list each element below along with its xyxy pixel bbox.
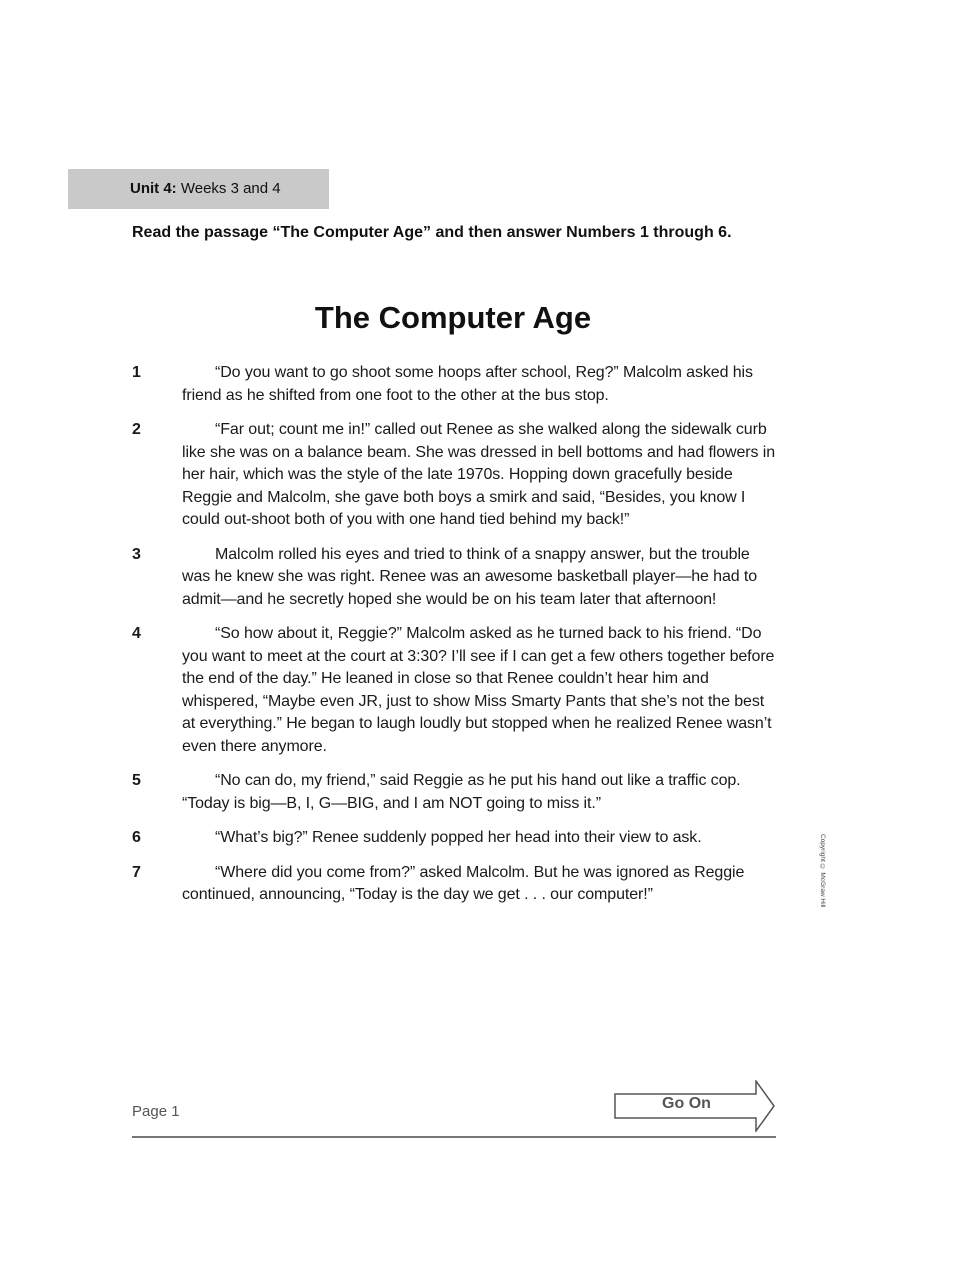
paragraph bbox=[132, 419, 777, 532]
paragraph-number: 7 bbox=[132, 863, 141, 881]
paragraph-text: “Where did you come from?” asked Malcolm. But he was ignored as Reggie continued, announcing, “Today is the day we get . . . our computer!” bbox=[182, 863, 745, 903]
passage-title: The Computer Age bbox=[314, 300, 592, 335]
paragraph-number: 3 bbox=[132, 545, 141, 563]
copyright-notice: Copyright © McGraw Hill bbox=[819, 834, 826, 908]
unit-label: Unit 4: bbox=[130, 180, 177, 197]
paragraph bbox=[132, 362, 777, 407]
go-on-button[interactable] bbox=[614, 1080, 776, 1132]
unit-weeks: Weeks 3 and 4 bbox=[180, 180, 281, 197]
paragraph-text: “So how about it, Reggie?” Malcolm asked as he turned back to his friend. “Do you want to meet at the court at 3:30? I’ll see if I can get a few others together before the end of the day.” He leaned in close so that Renee couldn’t hear him and whispered, “Maybe even JR, just to show Miss Smarty Pants that she’s not the best at everything.” He began to laugh loudly but stopped when he realized Renee wasn’t even there anymore. bbox=[182, 625, 775, 755]
paragraph-text: “Far out; count me in!” called out Renee as she walked along the sidewalk curb like she was on a balance beam. She was dressed in bell bottoms and had flowers in her hair, which was the style of the late 1970s. Hopping down gracefully beside Reggie and Malcolm, she gave both boys a smirk and said, “Besides, you know I could out-shoot both of you with one hand tied behind my back!” bbox=[182, 421, 776, 528]
paragraph bbox=[132, 544, 777, 612]
paragraph-text: “Do you want to go shoot some hoops after school, Reg?” Malcolm asked his friend as he shifted from one foot to the other at the bus stop. bbox=[182, 364, 753, 404]
paragraph bbox=[132, 827, 777, 850]
paragraph-number: 5 bbox=[132, 772, 141, 789]
paragraph bbox=[132, 862, 777, 907]
paragraph bbox=[132, 623, 777, 758]
paragraph-number: 1 bbox=[132, 364, 141, 381]
paragraph-number: 2 bbox=[132, 421, 141, 438]
paragraph-number: 6 bbox=[132, 829, 141, 846]
passage bbox=[132, 362, 777, 907]
footer-divider bbox=[132, 1136, 776, 1138]
unit-header-bar bbox=[68, 169, 329, 209]
paragraph-text: “What’s big?” Renee suddenly popped her head into their view to ask. bbox=[215, 829, 702, 846]
paragraph-text: “No can do, my friend,” said Reggie as he put his hand out like a traffic cop. “Today is big—B, I, G—BIG, and I am NOT going to miss it.” bbox=[182, 772, 741, 812]
go-on-label: Go On bbox=[662, 1095, 711, 1112]
page-number: Page 1 bbox=[132, 1103, 180, 1120]
paragraph bbox=[132, 770, 777, 815]
paragraph-text: Malcolm rolled his eyes and tried to think of a snappy answer, but the trouble was he knew she was right. Renee was an awesome basketball player—he had to admit—and he secretly hoped she would be on his team later that afternoon! bbox=[182, 545, 758, 608]
instructions: Read the passage “The Computer Age” and then answer Numbers 1 through 6. bbox=[132, 224, 732, 241]
paragraph-number: 4 bbox=[132, 625, 141, 642]
